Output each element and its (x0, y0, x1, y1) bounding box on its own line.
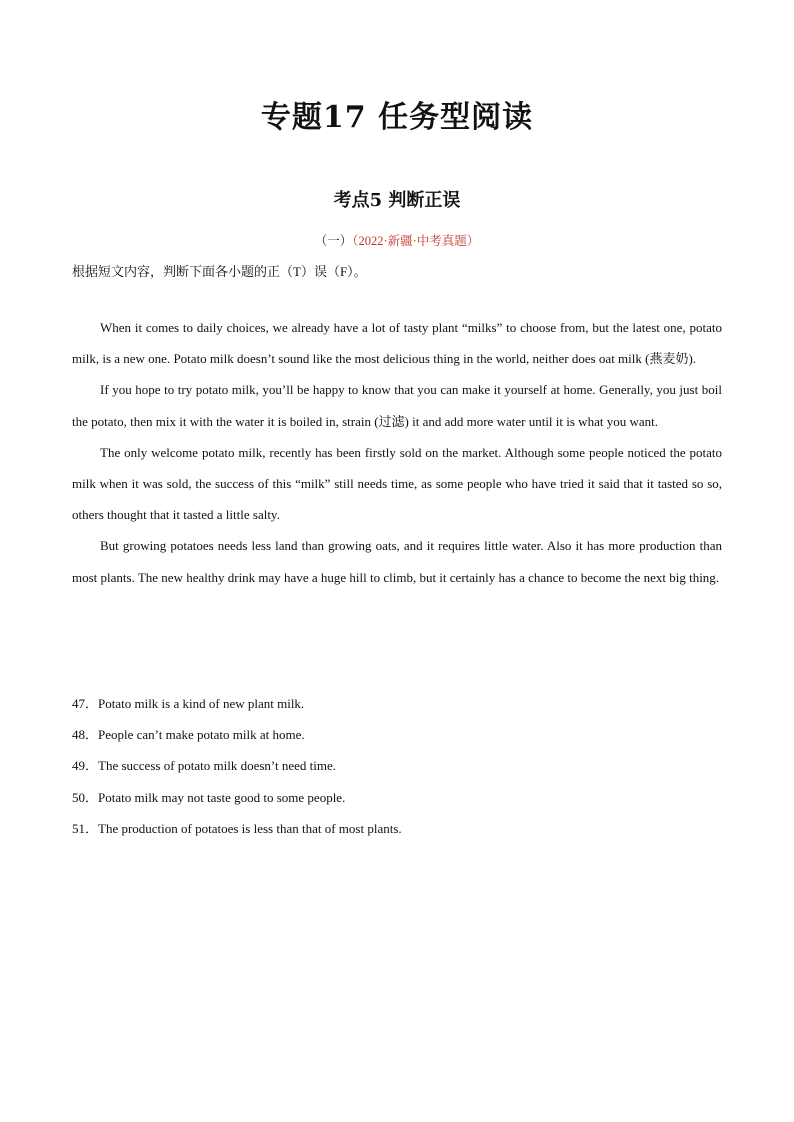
passage-paragraph: When it comes to daily choices, we already have a lot of tasty plant “milks” to choose from, but the latest one, potato milk, is a new one. Potato milk doesn’t sound like the most delicious thing in the world, neither does oat milk (燕麦奶). (72, 320, 722, 367)
question-list (72, 688, 402, 844)
question-item: 48．People can’t make potato milk at home. (72, 727, 305, 743)
question-item: 49．The success of potato milk doesn’t need time. (72, 758, 337, 774)
passage-paragraph: But growing potatoes needs less land than growing oats, and it requires little water. Also it has more production than most plants. The new healthy drink may have a huge hill to climb, but it certainly has a chance to become the next big thing. (72, 538, 722, 585)
reading-passage (72, 312, 722, 593)
passage-paragraph: The only welcome potato milk, recently has been firstly sold on the market. Although some people noticed the potato milk when it was sold, the success of this “milk” still needs time, as some people who have tried it said that it tasted so so, others thought that it tasted a little salty. (72, 444, 722, 523)
source-label: （2022·新疆·中考真题） (352, 234, 480, 248)
instruction-text: 根据短文内容，判断下面各小题的正（T）误（F）。 (72, 264, 367, 279)
page-title: 专题17 任务型阅读 (260, 100, 534, 135)
source-index: （一） (314, 234, 353, 248)
question-source (0, 231, 794, 249)
section-subtitle: 考点5 判断正误 (333, 190, 461, 211)
passage-paragraph: If you hope to try potato milk, you’ll be happy to know that you can make it yourself at home. Generally, you just boil the potato, then mix it with the water it is boiled in, strain (过滤) it and add more water until it is what you want. (72, 382, 722, 429)
question-item: 50．Potato milk may not taste good to some people. (72, 789, 346, 805)
question-item: 51．The production of potatoes is less than that of most plants. (72, 820, 402, 836)
question-item: 47．Potato milk is a kind of new plant milk. (72, 696, 305, 711)
